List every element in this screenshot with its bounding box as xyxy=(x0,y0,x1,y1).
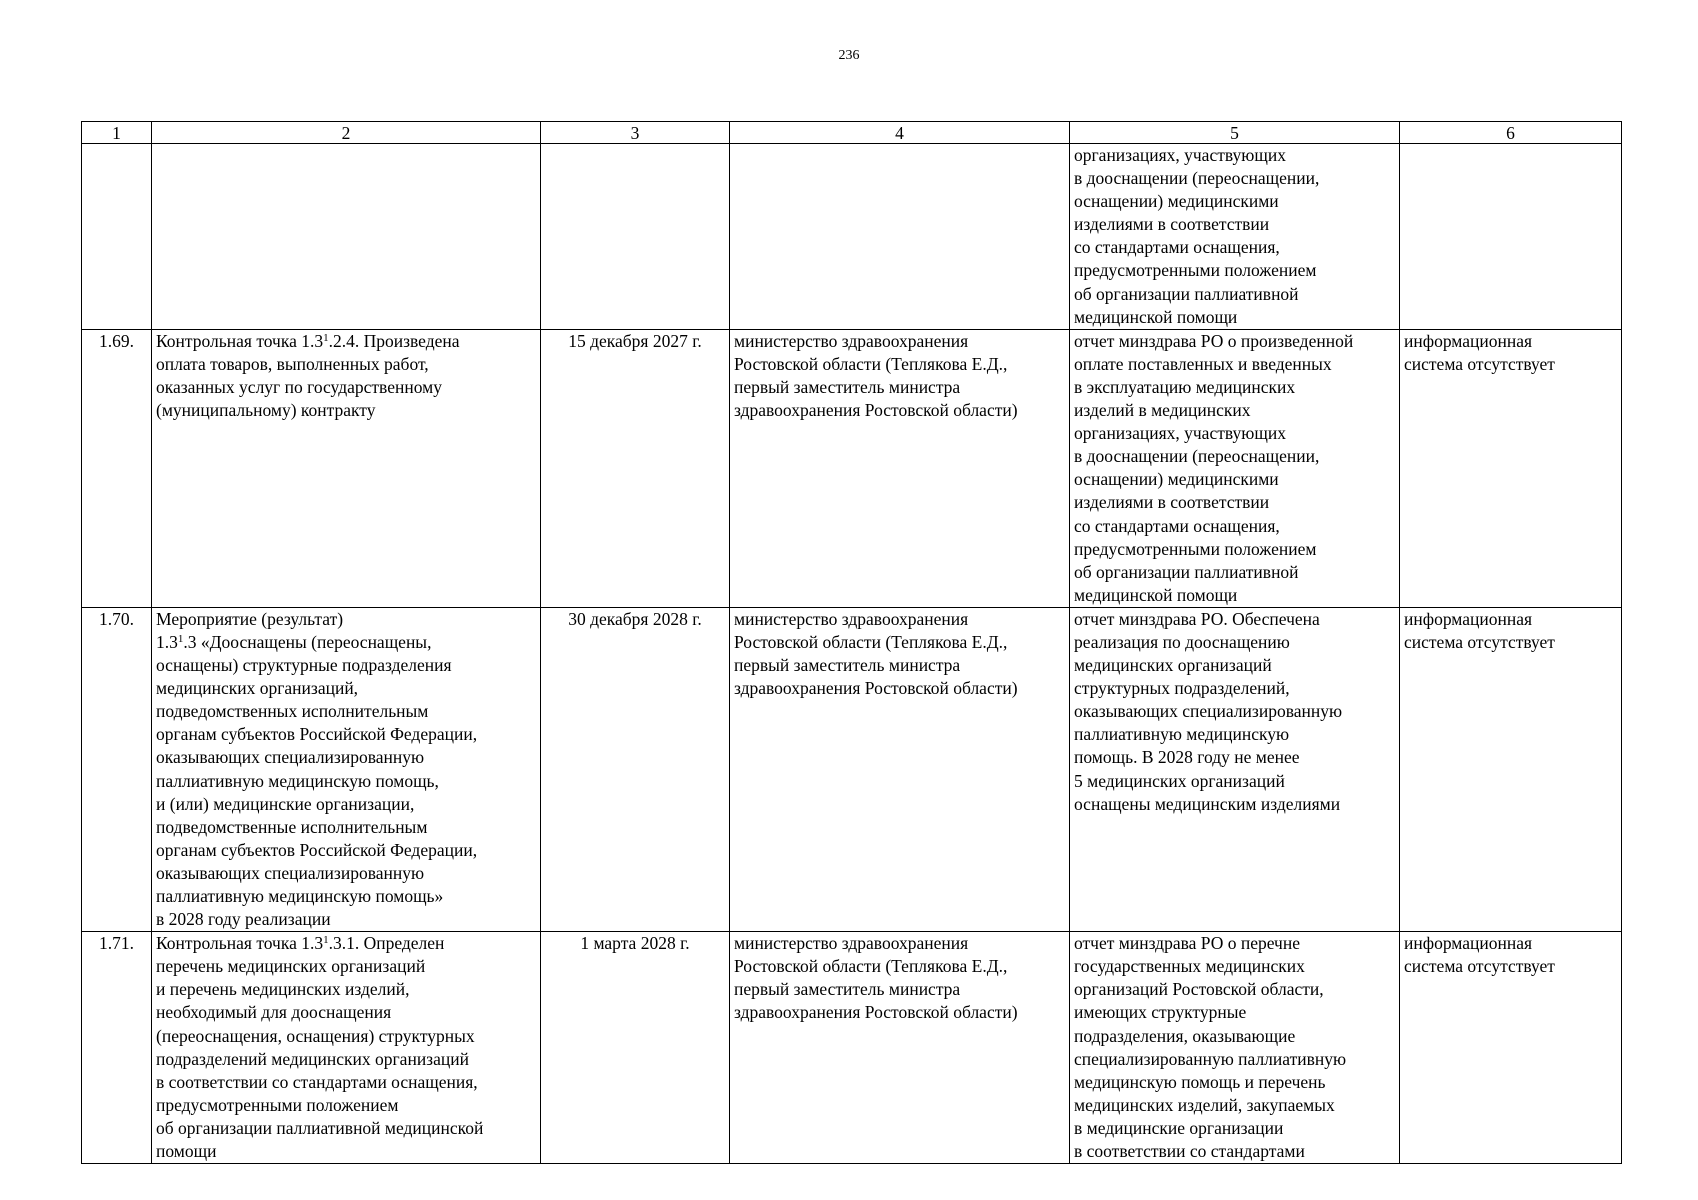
event-cell xyxy=(152,144,541,330)
table-row xyxy=(82,144,1622,330)
deadline-cell: 15 декабря 2027 г. xyxy=(541,329,730,607)
page-number: 236 xyxy=(838,48,860,63)
result-cell: отчет минздрава РО о перечне государственных медицинских организаций Ростовской области, имеющих структурные подразделения, оказывающие специализированную паллиативную медицинскую помощь и перечень медицинских изделий, закупаемых в медицинские организации в соответствии со стандартами xyxy=(1070,932,1400,1164)
deadline-cell: 1 марта 2028 г. xyxy=(541,932,730,1164)
column-number-header: 3 xyxy=(541,122,730,144)
event-text: Контрольная точка 1.3 xyxy=(156,330,324,351)
event-text: Контрольная точка 1.3 xyxy=(156,933,324,954)
event-text: .3 «Дооснащены (переоснащены, оснащены) структурные подразделения медицинских организаций, подведомственных исполнительным органам субъектов Российской Федерации, оказывающих специализированную паллиативную медицинскую помощь, и (или) медицинские организации, подведомственные исполнительным органам субъектов Российской Федерации, оказывающих специализированную паллиативную медицинскую помощь» в 2028 году реализации xyxy=(156,631,478,930)
row-number-cell: 1.69. xyxy=(82,329,152,607)
event-cell xyxy=(152,329,541,607)
information-system-cell xyxy=(1400,144,1622,330)
table-row xyxy=(82,607,1622,931)
event-text: .2.4. Произведена оплата товаров, выполненных работ, оказанных услуг по государственному (муниципальному) контракту xyxy=(156,330,460,421)
column-number-header: 2 xyxy=(152,122,541,144)
row-number-cell: 1.71. xyxy=(82,932,152,1164)
table-row xyxy=(82,932,1622,1164)
event-text: .3.1. Определен перечень медицинских организаций и перечень медицинских изделий, необходимый для дооснащения (переоснащения, оснащения) структурных подразделений медицинских организаций в соответствии со стандартами оснащения, предусмотренными положением об организации паллиативной медицинской помощи xyxy=(156,933,484,1162)
row-number-cell: 1.70. xyxy=(82,607,152,931)
superscript-index: 1 xyxy=(323,331,329,344)
column-number-header-row xyxy=(82,122,1622,144)
result-cell: отчет минздрава РО. Обеспечена реализация по дооснащению медицинских организаций структурных подразделений, оказывающих специализированную паллиативную медицинскую помощь. В 2028 году не менее 5 медицинских организаций оснащены медицинским изделиями xyxy=(1070,607,1400,931)
column-number-header: 6 xyxy=(1400,122,1622,144)
responsible-cell: министерство здравоохранения Ростовской области (Теплякова Е.Д., первый заместитель министра здравоохранения Ростовской области) xyxy=(730,329,1070,607)
responsible-cell: министерство здравоохранения Ростовской области (Теплякова Е.Д., первый заместитель министра здравоохранения Ростовской области) xyxy=(730,607,1070,931)
information-system-cell: информационная система отсутствует xyxy=(1400,329,1622,607)
column-number-header: 1 xyxy=(82,122,152,144)
responsible-cell: министерство здравоохранения Ростовской области (Теплякова Е.Д., первый заместитель министра здравоохранения Ростовской области) xyxy=(730,932,1070,1164)
information-system-cell: информационная система отсутствует xyxy=(1400,607,1622,931)
column-number-header: 5 xyxy=(1070,122,1400,144)
event-text: Мероприятие (результат) 1.3 xyxy=(156,608,344,652)
column-number-header: 4 xyxy=(730,122,1070,144)
information-system-cell: информационная система отсутствует xyxy=(1400,932,1622,1164)
plan-table xyxy=(81,121,1622,1164)
table-row xyxy=(82,329,1622,607)
row-number-cell xyxy=(82,144,152,330)
result-cell: организациях, участвующих в дооснащении (переоснащении, оснащении) медицинскими изделиями в соответствии со стандартами оснащения, предусмотренными положением об организации паллиативной медицинской помощи xyxy=(1070,144,1400,330)
result-cell: отчет минздрава РО о произведенной оплате поставленных и введенных в эксплуатацию медицинских изделий в медицинских организациях, участвующих в дооснащении (переоснащении, оснащении) медицинскими изделиями в соответствии со стандартами оснащения, предусмотренными положением об организации паллиативной медицинской помощи xyxy=(1070,329,1400,607)
deadline-cell: 30 декабря 2028 г. xyxy=(541,607,730,931)
deadline-cell xyxy=(541,144,730,330)
event-cell xyxy=(152,932,541,1164)
responsible-cell xyxy=(730,144,1070,330)
event-cell xyxy=(152,607,541,931)
superscript-index: 1 xyxy=(323,934,329,947)
superscript-index: 1 xyxy=(177,632,184,645)
